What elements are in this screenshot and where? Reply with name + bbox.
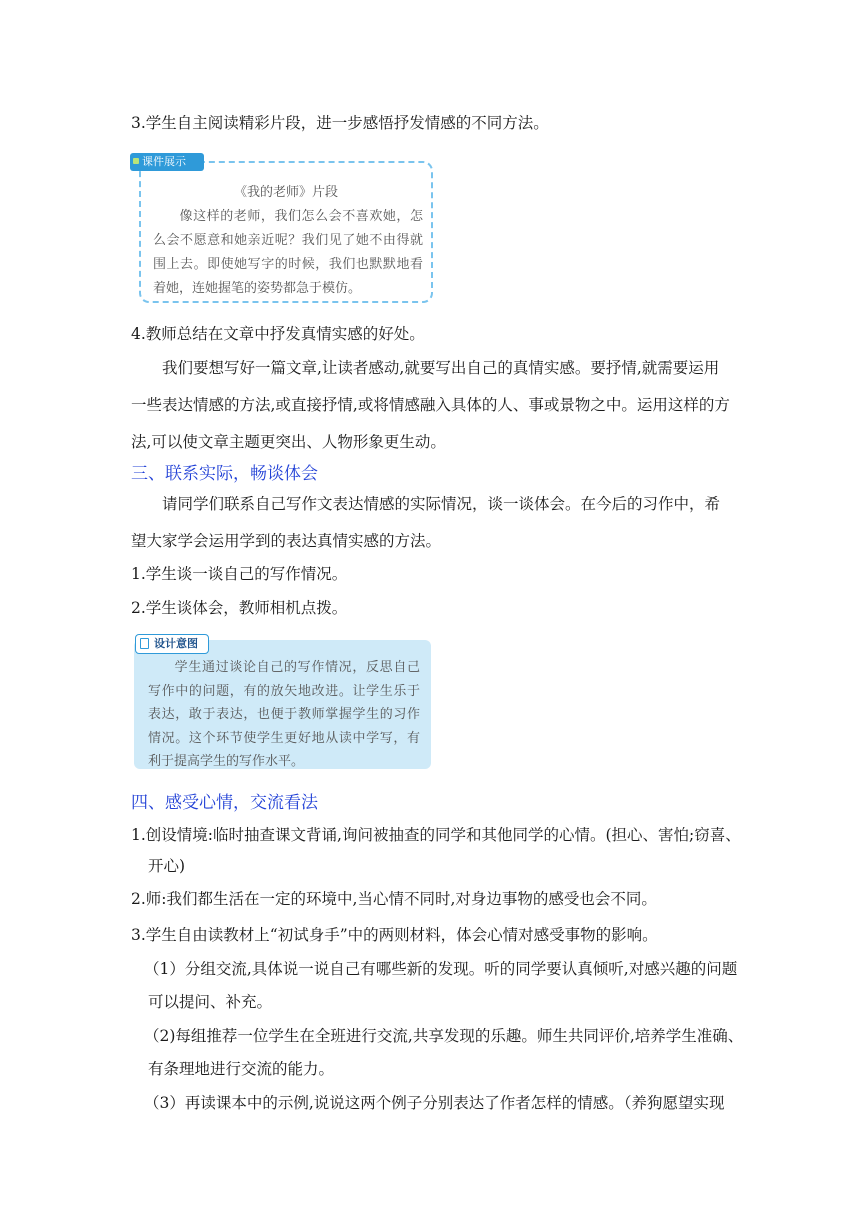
s4-sub-3: （3）再读课本中的示例,说说这两个例子分别表达了作者怎样的情感。（养狗愿望实现	[144, 1094, 725, 1112]
square-bullet-icon	[133, 158, 139, 164]
summary-paragraph: 我们要想写好一篇文章,让读者感动,就要写出自己的真情实感。要抒情,就需要运用一些表达情感的方法,或直接抒情,或将情感融入具体的人、事或景物之中。运用这样的方法,可以使文章主题更突出、人物形象更生动。	[131, 359, 730, 451]
s4-sub-2: （2)每组推荐一位学生在全班进行交流,共享发现的乐趣。师生共同评价,培养学生准确、	[144, 1027, 744, 1045]
s4-step-1: 1.创设情境:临时抽查课文背诵,询问被抽查的同学和其他同学的心情。(担心、害怕;窃喜、	[131, 826, 741, 844]
s4-sub-2-cont: 有条理地进行交流的能力。	[148, 1060, 335, 1078]
step-4-text: 4.教师总结在文章中抒发真情实感的好处。	[131, 325, 425, 343]
section-4-heading: 四、感受心情，交流看法	[131, 793, 318, 813]
s3-step-1: 1.学生谈一谈自己的写作情况。	[131, 565, 348, 583]
section-3-heading: 三、联系实际，畅谈体会	[131, 464, 318, 484]
courseware-tag	[130, 153, 204, 171]
design-intent-text: 学生通过谈论自己的写作情况，反思自己写作中的问题，有的放矢地改进。让学生乐于表达，敢于表达，也便于教师掌握学生的习作情况。这个环节使学生更好地从读中学写，有利于提高学生的写作水平。	[148, 660, 420, 769]
courseware-box	[139, 161, 433, 303]
courseware-text: 像这样的老师，我们怎么会不喜欢她，怎么会不愿意和她亲近呢？我们见了她不由得就围上去。即使她写字的时候，我们也默默地看着她，连她握笔的姿势都急于模仿。	[153, 209, 423, 296]
clipboard-icon	[140, 638, 149, 649]
step-3-text: 3.学生自主阅读精彩片段，进一步感悟抒发情感的不同方法。	[131, 114, 549, 132]
section-3-paragraph: 请同学们联系自己写作文表达情感的实际情况，谈一谈体会。在今后的习作中，希望大家学会运用学到的表达真情实感的方法。	[131, 495, 721, 550]
design-intent-tag-label: 设计意图	[154, 637, 198, 650]
design-intent-box	[134, 640, 431, 769]
design-intent-tag	[135, 634, 209, 654]
s3-step-2: 2.学生谈体会，教师相机点拨。	[131, 599, 348, 617]
s4-step-3: 3.学生自由读教材上“初试身手”中的两则材料，体会心情对感受事物的影响。	[131, 926, 658, 944]
s4-sub-1-cont: 可以提问、补充。	[148, 993, 273, 1011]
courseware-title: 《我的老师》片段	[233, 185, 338, 200]
courseware-tag-label: 课件展示	[142, 155, 186, 168]
s4-sub-1: （1）分组交流,具体说一说自己有哪些新的发现。听的同学要认真倾听,对感兴趣的问题	[144, 960, 738, 978]
s4-step-1-cont: 开心)	[148, 857, 186, 875]
s4-step-2: 2.师:我们都生活在一定的环境中,当心情不同时,对身边事物的感受也会不同。	[131, 890, 657, 908]
